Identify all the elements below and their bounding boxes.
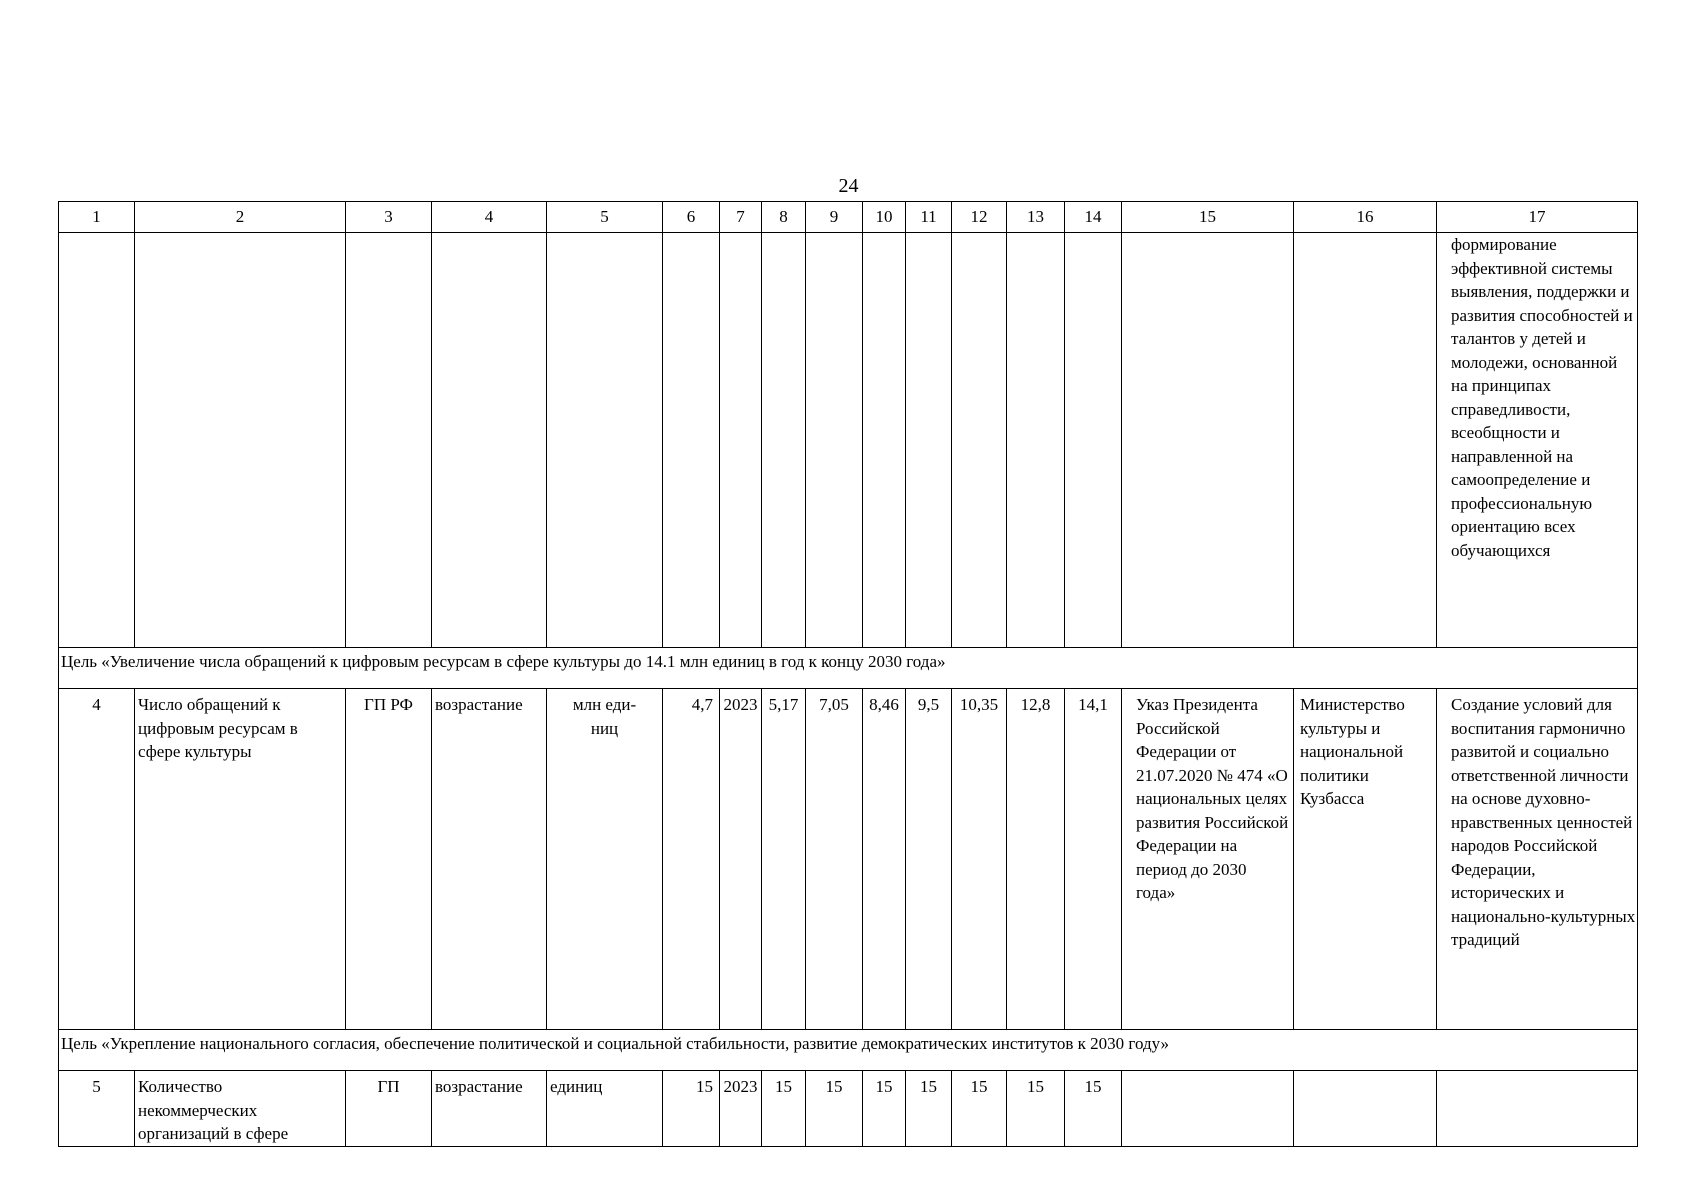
value-cell: 15 [762,1071,806,1147]
indicator-unit: единиц [547,1071,663,1147]
value-cell: 7,05 [806,689,863,1030]
responsible-cell: Министерство культуры и национальной политики Кузбасса [1294,689,1437,1030]
responsible-cell [1294,1071,1437,1147]
value-cell: 5,17 [762,689,806,1030]
column-header: 1 [59,202,135,233]
value-cell: 12,8 [1007,689,1065,1030]
goal-row [59,1030,1638,1071]
row-number: 4 [59,689,135,1030]
column-header: 15 [1122,202,1294,233]
value-cell: 15 [1007,1071,1065,1147]
row-number: 5 [59,1071,135,1147]
indicators-table [58,201,1638,1147]
column-header: 10 [863,202,906,233]
document-cell [1122,1071,1294,1147]
document-cell: Указ Президента Российской Федерации от 21.07.2020 № 474 «О национальных целях развития Российской Федерации на период до 2030 года» [1122,689,1294,1030]
column-header: 4 [432,202,547,233]
column-header: 14 [1065,202,1122,233]
table-row [59,233,1638,648]
goal-text: Цель «Укрепление национального согласия, обеспечение политической и социальной стабильности, развитие демократических институтов к 2030 году» [59,1030,1638,1071]
indicator-trend: возрастание [432,689,547,1030]
link-cell: Создание условий для воспитания гармонично развитой и социально ответственной личности на основе духовно-нравственных ценностей народов Российской Федерации, исторических и национально-культурных традиций [1437,689,1638,1030]
column-header: 9 [806,202,863,233]
value-cell: 10,35 [952,689,1007,1030]
column-header: 11 [906,202,952,233]
link-cell [1437,1071,1638,1147]
value-cell: 15 [952,1071,1007,1147]
column-header: 7 [720,202,762,233]
column-number-row [59,202,1638,233]
value-cell: 15 [1065,1071,1122,1147]
value-cell: 15 [806,1071,863,1147]
column-header: 6 [663,202,720,233]
value-cell: 9,5 [906,689,952,1030]
column-header: 8 [762,202,806,233]
base-value: 15 [663,1071,720,1147]
value-cell: 15 [863,1071,906,1147]
column-header: 12 [952,202,1007,233]
indicator-name: Число обращений к цифровым ресурсам в сфере культуры [135,689,346,1030]
link-cell: формирование эффективной системы выявления, поддержки и развития способностей и талантов у детей и молодежи, основанной на принципах справедливости, всеобщности и направленной на самоопределение и профессиональную ориентацию всех обучающихся [1437,233,1638,648]
goal-row [59,648,1638,689]
column-header: 13 [1007,202,1065,233]
page-number: 24 [838,175,859,197]
indicator-unit: млн еди-ниц [547,689,663,1030]
base-year: 2023 [720,1071,762,1147]
value-cell: 15 [906,1071,952,1147]
column-header: 3 [346,202,432,233]
value-cell: 8,46 [863,689,906,1030]
base-year: 2023 [720,689,762,1030]
table-row [59,1071,1638,1147]
indicator-level: ГП [346,1071,432,1147]
goal-text: Цель «Увеличение числа обращений к цифровым ресурсам в сфере культуры до 14.1 млн единиц в год к концу 2030 года» [59,648,1638,689]
indicator-trend: возрастание [432,1071,547,1147]
column-header: 17 [1437,202,1638,233]
base-value: 4,7 [663,689,720,1030]
indicator-name: Количество некоммерческих организаций в сфере [135,1071,346,1147]
indicator-level: ГП РФ [346,689,432,1030]
table-row [59,689,1638,1030]
column-header: 5 [547,202,663,233]
value-cell: 14,1 [1065,689,1122,1030]
column-header: 16 [1294,202,1437,233]
column-header: 2 [135,202,346,233]
